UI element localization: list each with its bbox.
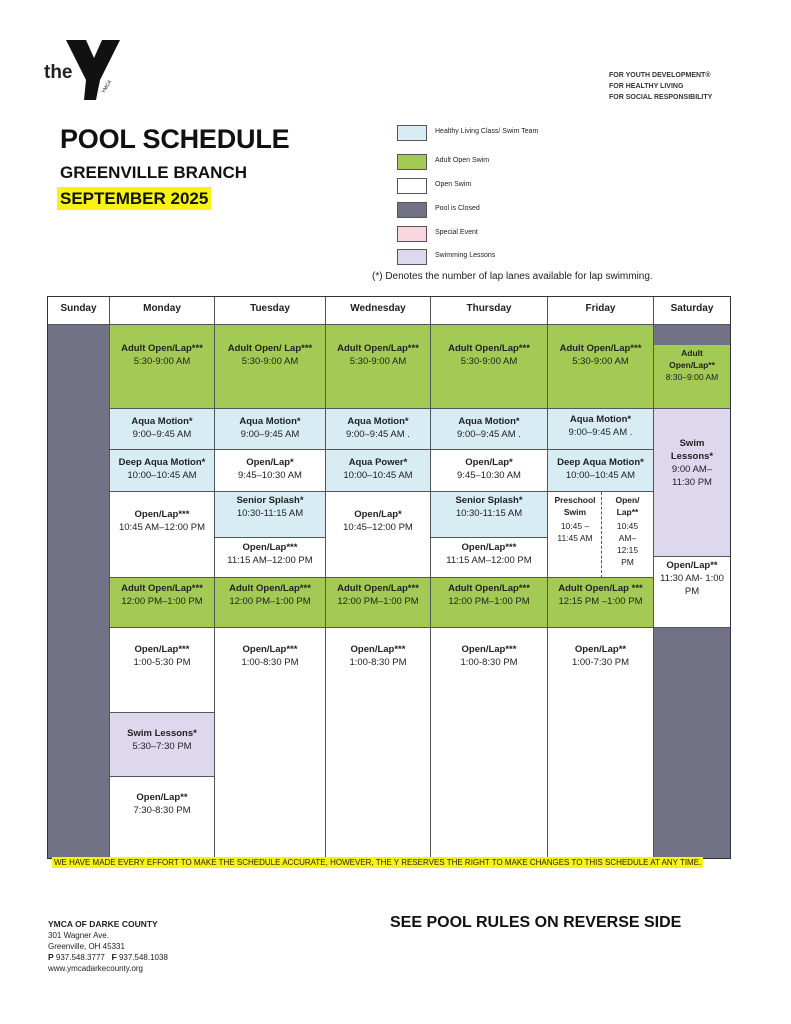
legend-label: Adult Open Swim [435,157,490,164]
wednesday-column [326,325,431,858]
block-title: Aqua Motion* [239,416,301,427]
block-title: Open/ Lap** [615,495,640,517]
day-header-monday: Monday [110,297,215,325]
legend-swatch [397,202,427,218]
schedule-block [215,409,325,450]
schedule-block [326,492,430,578]
block-time: 1:00-5:30 PM [133,657,191,668]
block-time: 12:00 PM–1:00 PM [121,596,203,607]
block-time: 12:00 PM–1:00 PM [448,596,530,607]
block-time: 7:30-8:30 PM [133,805,191,816]
block-title: Aqua Motion* [131,416,193,427]
ymca-logo-icon [64,36,122,102]
schedule-block [110,492,214,578]
block-time: 10:00–10:45 AM [565,470,636,481]
legend-swatch [397,226,427,242]
block-time: 9:00–9:45 AM . [457,429,521,440]
pool-rules-note: SEE POOL RULES ON REVERSE SIDE [390,914,682,931]
block-title: Aqua Motion* [458,416,520,427]
tagline [609,70,712,103]
block-title: Preschool Swim [554,495,596,517]
schedule-block [326,628,430,858]
block-time: 9:00–9:45 AM . [568,427,633,438]
day-header-tuesday: Tuesday [215,297,326,325]
schedule-block [326,409,430,450]
block-time: 9:00–9:45 AM [240,429,300,440]
logo-small-text: YMCA [100,79,114,95]
block-time: 11:15 AM–12:00 PM [227,555,313,566]
block-time: 10:45 AM–12:15 PM [616,521,639,567]
org-name: YMCA OF DARKE COUNTY [48,919,158,929]
block-title: Open/Lap* [465,457,513,468]
saturday-column [654,325,730,858]
phone-label: P [48,952,54,962]
legend-label: Open Swim [435,181,472,188]
block-time: 10:45–12:00 PM [343,522,413,533]
schedule-block [215,628,325,858]
block-time: 9:00–9:45 AM [132,429,192,440]
tagline-line: FOR YOUTH DEVELOPMENT® [609,72,711,79]
page-title: POOL SCHEDULE [60,124,290,154]
block-time: 5:30–7:30 PM [132,741,192,752]
schedule-block [548,409,653,450]
branch-name: GREENVILLE BRANCH [60,163,248,182]
block-title: Senior Splash* [455,495,523,506]
schedule-block [215,450,325,492]
schedule-block [110,578,214,628]
block-title: Adult Open/Lap*** [337,583,419,594]
thursday-column [431,325,548,858]
schedule-block [215,492,325,538]
fax-number: 937.548.1038 [118,953,168,962]
block-time: 5:30-9:00 AM [572,356,629,367]
block-time: 1:00-8:30 PM [241,657,299,668]
schedule-block [654,409,730,557]
schedule-block [431,409,547,450]
block-time: 10:30-11:15 AM [455,508,523,519]
day-header-friday: Friday [548,297,654,325]
block-title: Open/Lap*** [242,644,298,655]
day-header-saturday: Saturday [654,297,730,325]
legend-label: Pool is Closed [435,205,480,212]
schedule-block [431,325,547,409]
block-title: Open/Lap*** [134,509,190,520]
block-title: Deep Aqua Motion* [557,457,644,468]
block-title: Open/Lap* [354,509,402,520]
block-title: Adult Open/Lap** [669,348,715,370]
schedule-block [326,578,430,628]
block-title: Adult Open/Lap*** [121,343,203,354]
block-title: Adult Open/Lap*** [448,343,530,354]
schedule-block [110,409,214,450]
sunday-closed-column [48,325,110,858]
block-title: Open/Lap*** [134,644,190,655]
schedule-block [110,325,214,409]
friday-column [548,325,654,858]
legend-swatch [397,154,427,170]
schedule-block [601,492,653,578]
day-header-wednesday: Wednesday [326,297,431,325]
schedule-block [326,450,430,492]
block-time: 10:45 AM–12:00 PM [118,522,206,533]
legend-label: Special Event [435,229,478,236]
schedule-month: SEPTEMBER 2025 [57,187,211,210]
lap-lanes-note: (*) Denotes the number of lap lanes available for lap swimming. [372,271,653,282]
logo-text: the [44,62,73,83]
block-time: 5:30-9:00 AM [133,356,191,367]
legend-label: Swimming Lessons [435,252,496,259]
block-time: 12:15 PM –1:00 PM [558,596,643,607]
block-time: 10:30-11:15 AM [236,508,304,519]
tagline-line: FOR HEALTHY LIVING [609,83,684,90]
schedule-block [431,450,547,492]
schedule-block [431,538,547,578]
legend-label: Healthy Living Class/ Swim Team [435,128,539,135]
schedule-block [326,325,430,409]
block-title: Aqua Power* [348,457,408,468]
block-title: Open/Lap*** [350,644,406,655]
closed-block [654,628,730,858]
legend-swatch [397,125,427,141]
block-title: Senior Splash* [236,495,304,506]
block-title: Aqua Motion* [347,416,409,427]
legend-swatch [397,178,427,194]
block-time: 1:00-8:30 PM [349,657,407,668]
block-title: Deep Aqua Motion* [118,457,206,468]
closed-block [654,325,730,345]
schedule-block [548,578,653,628]
schedule-block [548,492,601,578]
block-title: Open/Lap* [246,457,294,468]
block-time: 11:15 AM–12:00 PM [446,555,532,566]
day-header-sunday: Sunday [48,297,110,325]
schedule-block [431,628,547,858]
block-title: Adult Open/Lap *** [558,583,643,594]
schedule-block [548,450,653,492]
block-time: 5:30-9:00 AM [460,356,518,367]
footer-contact [48,919,168,974]
schedule-block [110,713,214,777]
block-title: Adult Open/Lap*** [229,583,311,594]
block-title: Adult Open/Lap*** [448,583,530,594]
address-line: Greenville, OH 45331 [48,942,125,951]
schedule-block [215,538,325,578]
schedule-block [215,578,325,628]
website-link[interactable]: www.ymcadarkecounty.org [48,964,143,973]
tagline-line: FOR SOCIAL RESPONSIBILITY [609,94,713,101]
block-title: Adult Open/Lap*** [121,583,203,594]
block-time: 8:30–9:00 AM [665,372,719,382]
block-title: Swim Lessons* [127,728,197,739]
block-time: 11:30 AM- 1:00 PM [660,573,724,597]
block-time: 9:45–10:30 AM [457,470,521,481]
schedule-block [431,578,547,628]
schedule-block [110,450,214,492]
schedule-block [215,325,325,409]
schedule-block [110,777,214,858]
monday-column [110,325,215,858]
block-title: Swim Lessons* [670,438,714,462]
block-time: 1:00-8:30 PM [460,657,518,668]
schedule-block [654,557,730,628]
schedule-block [548,325,653,409]
fax-label: F [111,952,117,962]
block-time: 5:30-9:00 AM [349,356,407,367]
block-title: Open/Lap*** [461,542,517,553]
block-title: Adult Open/Lap*** [559,343,642,354]
block-title: Adult Open/ Lap*** [227,343,313,354]
day-header-thursday: Thursday [431,297,548,325]
address-line: 301 Wagner Ave. [48,931,109,940]
block-title: Open/Lap*** [461,644,517,655]
disclaimer: WE HAVE MADE EVERY EFFORT TO MAKE THE SCHEDULE ACCURATE, HOWEVER, THE Y RESERVES THE RIGHT TO MAKE CHANGES TO THIS SCHEDULE AT ANY TIME. [54,858,702,867]
block-title: Open/Lap** [136,792,188,803]
block-time: 10:00–10:45 AM [343,470,413,481]
block-time: 5:30-9:00 AM [241,356,299,367]
schedule-block [431,492,547,538]
block-title: Open/Lap** [666,560,718,571]
block-time: 1:00-7:30 PM [571,657,630,668]
block-title: Open/Lap*** [242,542,298,553]
legend-swatch [397,249,427,265]
tuesday-column [215,325,326,858]
schedule-block [654,345,730,409]
schedule-block [110,628,214,713]
block-time: 9:00–9:45 AM . [346,429,410,440]
block-time: 12:00 PM–1:00 PM [337,596,419,607]
block-time: 9:45–10:30 AM [238,470,302,481]
phone-number: 937.548.3777 [55,953,105,962]
block-title: Adult Open/Lap*** [337,343,419,354]
block-time: 10:45 – 11:45 AM [557,521,593,543]
block-time: 10:00–10:45 AM [127,470,197,481]
block-time: 12:00 PM–1:00 PM [229,596,311,607]
block-title: Aqua Motion* [569,414,632,425]
block-time: 9:00 AM– 11:30 PM [671,464,713,488]
schedule-block [548,628,653,858]
block-title: Open/Lap** [574,644,627,655]
